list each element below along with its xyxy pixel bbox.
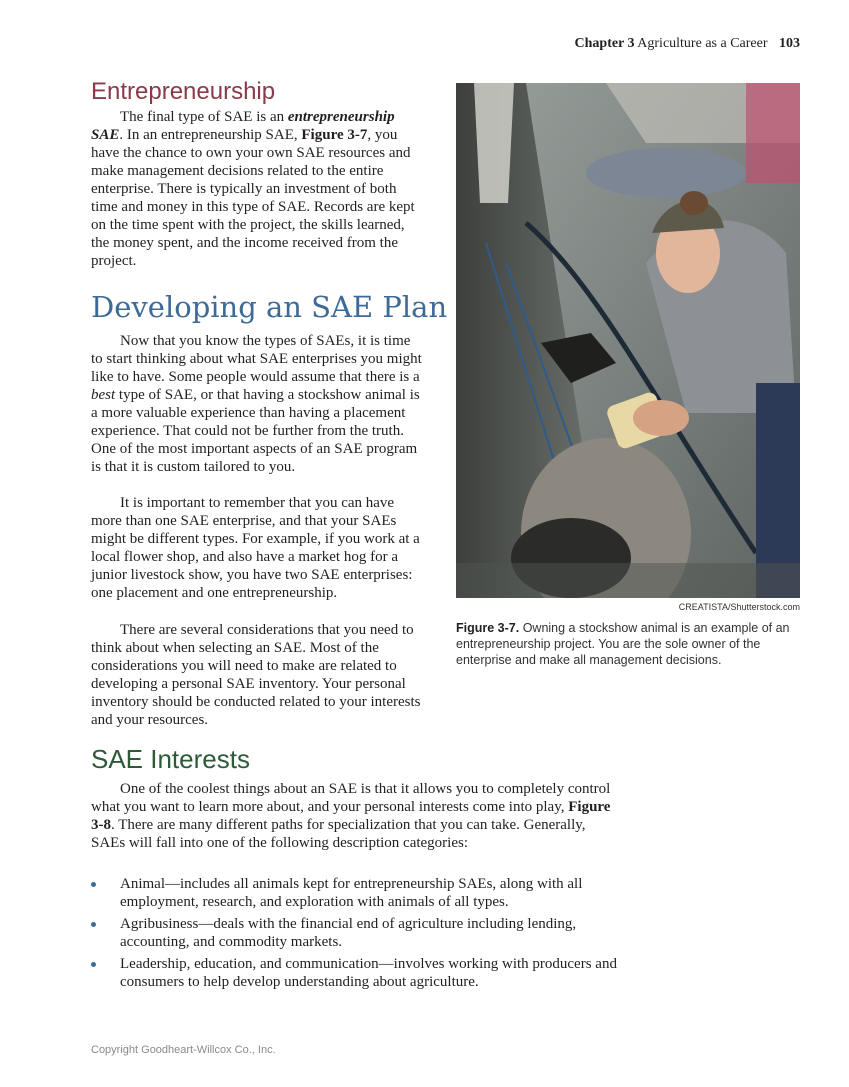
sae-interests-heading: SAE Interests [91,744,250,774]
plan-paragraph-2: It is important to remember that you can have more than one SAE enterprise, and that your SAEs might be different types. For example, if you work at a local flower shop, and also have a market hog for a junior livestock show, you have two SAE enterprises: one placement and one entrepreneurship. [91,495,420,601]
list-item: Leadership, education, and communication—involves working with producers and consumers to help develop understanding about agriculture. [91,955,631,991]
running-head [575,36,800,52]
chapter-label: Chapter 3 [574,36,635,51]
bullet-icon [91,922,96,927]
page-number: 103 [779,36,800,51]
figure-label: Figure 3-7. [456,621,520,635]
term-entrepreneurship-sae: entrepreneurship SAE [91,109,395,143]
bullet-icon [91,962,96,967]
entrepreneurship-paragraph: The final type of SAE is an entrepreneurship SAE. In an entrepreneurship SAE, Figure 3-7, you have the chance to own your own SAE resources and make management decisions related to the entire enterprise. There is typically an investment of both time and money in this type of SAE. Records are kept on the time spent with the project, the skills learned, the money spent, and the income received from the project. [91,109,415,269]
chapter-title: Agriculture as a Career [637,36,768,51]
list-item: Animal—includes all animals kept for entrepreneurship SAEs, along with all employment, research, and exploration with animals of all types. [91,875,631,911]
figure-3-8-reference[interactable]: Figure 3-8 [91,799,611,833]
list-item: Agribusiness—deals with the financial end of agriculture including lending, accounting, and commodity markets. [91,915,631,951]
figure-3-7-reference[interactable]: Figure 3-7 [301,127,368,143]
category-list [91,875,631,995]
stockshow-photo [456,83,800,598]
photo-credit: CREATISTA/Shutterstock.com [678,602,800,612]
interests-paragraph: One of the coolest things about an SAE is that it allows you to completely control what you want to learn more about, and your personal interests come into play, Figure 3-8. There are many different paths for specialization that you can take. Generally, SAEs will fall into one of the following description categories: [91,781,611,851]
sae-plan-heading: Developing an SAE Plan [91,290,448,324]
entrepreneurship-heading: Entrepreneurship [91,78,276,105]
plan-paragraph-3: There are several considerations that you need to think about when selecting an SAE. Most of the considerations you will need to make are related to developing a personal SAE inventory. Your personal inventory should be conducted related to your interests and your resources. [91,622,421,728]
bullet-icon [91,882,96,887]
emphasis-best: best [91,387,116,403]
figure-caption [456,620,802,668]
figure-caption-text: Owning a stockshow animal is an example of an entrepreneurship project. You are the sole owner of the enterprise and make all management decisions. [456,621,790,667]
plan-paragraph-1: Now that you know the types of SAEs, it is time to start thinking about what SAE enterprises you might like to have. Some people would assume that there is a best type of SAE, or that having a stockshow animal is a more valuable experience than having a placement experience. That could not be further from the truth. One of the most important aspects of an SAE program is that it is custom tailored to you. [91,333,422,475]
copyright-footer: Copyright Goodheart-Willcox Co., Inc. [91,1044,276,1056]
